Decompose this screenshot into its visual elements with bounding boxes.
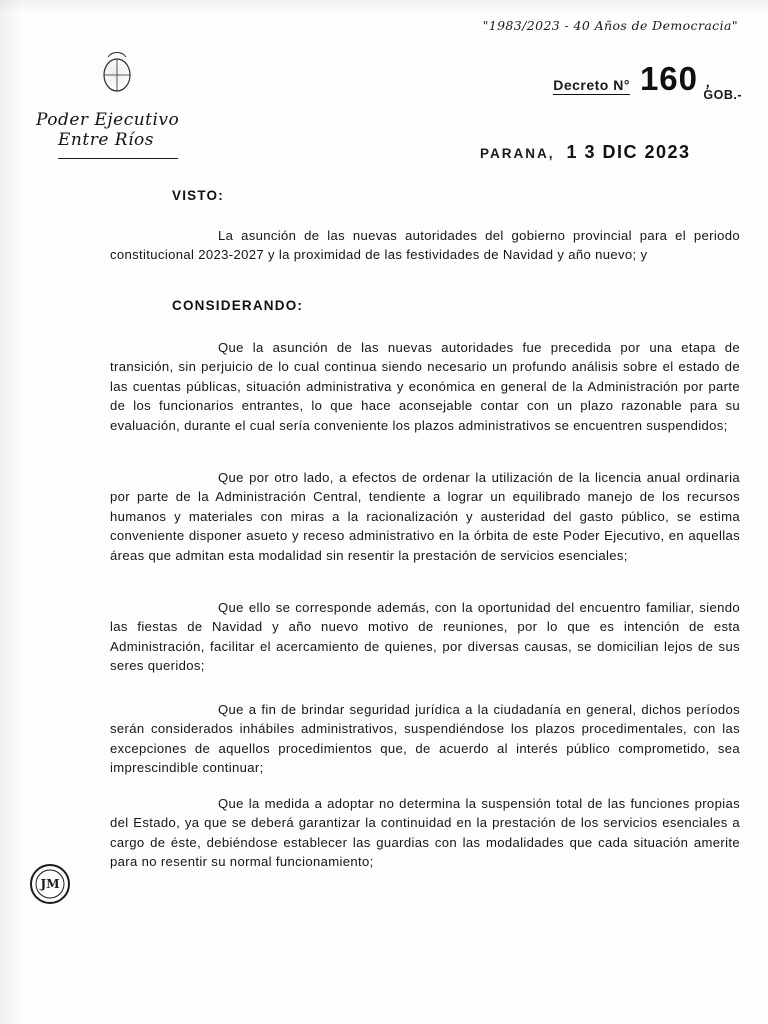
considerando-paragraph-2: Que por otro lado, a efectos de ordenar la utilización de la licencia anual ordinaria por parte de la Administración Central, tendiente a lograr un equilibrado manejo de los recursos humanos y materiales con miras a la racionalización y austeridad del gasto público, se estima conveniente disponer asueto y receso administrativo en la órbita de este Poder Ejecutivo, en aquellas áreas que admitan esta modalidad sin resentir la prestación de servicios esenciales;: [110, 470, 740, 563]
authority-line-2: Entre Ríos: [58, 130, 154, 150]
decree-suffix: GOB.-: [703, 88, 742, 102]
anniversary-motto: "1983/2023 - 40 Años de Democracia": [482, 18, 738, 33]
date-stamp: 1 3 DIC 2023: [566, 142, 691, 162]
scan-edge-shadow-top: [0, 0, 768, 12]
considerando-paragraph-3: Que ello se corresponde además, con la oportunidad del encuentro familiar, siendo las fiestas de Navidad y año nuevo motivo de reuniones, por lo que es intención de esta Administración, facilitar el acercamiento de quienes, por diversas causas, se domicilian lejos de sus seres queridos;: [110, 600, 740, 674]
round-stamp-icon: [28, 862, 72, 906]
considerando-heading: CONSIDERANDO:: [172, 298, 304, 313]
visto-heading: VISTO:: [172, 188, 224, 203]
coat-of-arms-icon: [96, 45, 138, 97]
decree-identifier: [553, 62, 698, 95]
decree-label: Decreto N°: [553, 77, 630, 93]
authority-line-1: Poder Ejecutivo: [36, 110, 180, 130]
decree-number: 160: [639, 60, 698, 97]
considerando-paragraph-4: Que a fin de brindar seguridad jurídica a la ciudadanía en general, dichos períodos serán considerados inhábiles administrativos, suspendiéndose los plazos procedimentales, con las excepciones de aquellos procedimientos que, de acuerdo al interés público comprometido, sea imprescindible continuar;: [110, 702, 740, 776]
considerando-paragraph-5: Que la medida a adoptar no determina la suspensión total de las funciones propias del Estado, ya que se deberá garantizar la continuidad en la prestación de los servicios esenciales a cargo de éste, debiéndose establecer las guardias con las modalidades que cada situación amerite para no resentir su normal funcionamiento;: [110, 796, 740, 870]
considerando-paragraph-1: Que la asunción de las nuevas autoridades fue precedida por una etapa de transición, sin perjuicio de lo cual continua siendo necesario un profundo análisis sobre el estado de las cuentas públicas, situación administrativa y económica en general de la Administración por parte de los funcionarios entrantes, lo que hace aconsejable contar con un plazo razonable para su evaluación, durante el cual sería conveniente los plazos administrativos se encuentren suspendidos;: [110, 340, 740, 433]
place-and-date: [480, 142, 691, 163]
visto-paragraph: La asunción de las nuevas autoridades del gobierno provincial para el periodo constitucional 2023-2027 y la proximidad de las festividades de Navidad y año nuevo; y: [110, 228, 740, 263]
svg-text:JM: JM: [40, 877, 60, 891]
scan-edge-shadow-left: [0, 0, 22, 1024]
authority-underline: [58, 158, 178, 159]
issuing-authority: [36, 110, 226, 159]
handwritten-mark: ,: [704, 69, 715, 93]
place-label: PARANA,: [480, 146, 555, 161]
